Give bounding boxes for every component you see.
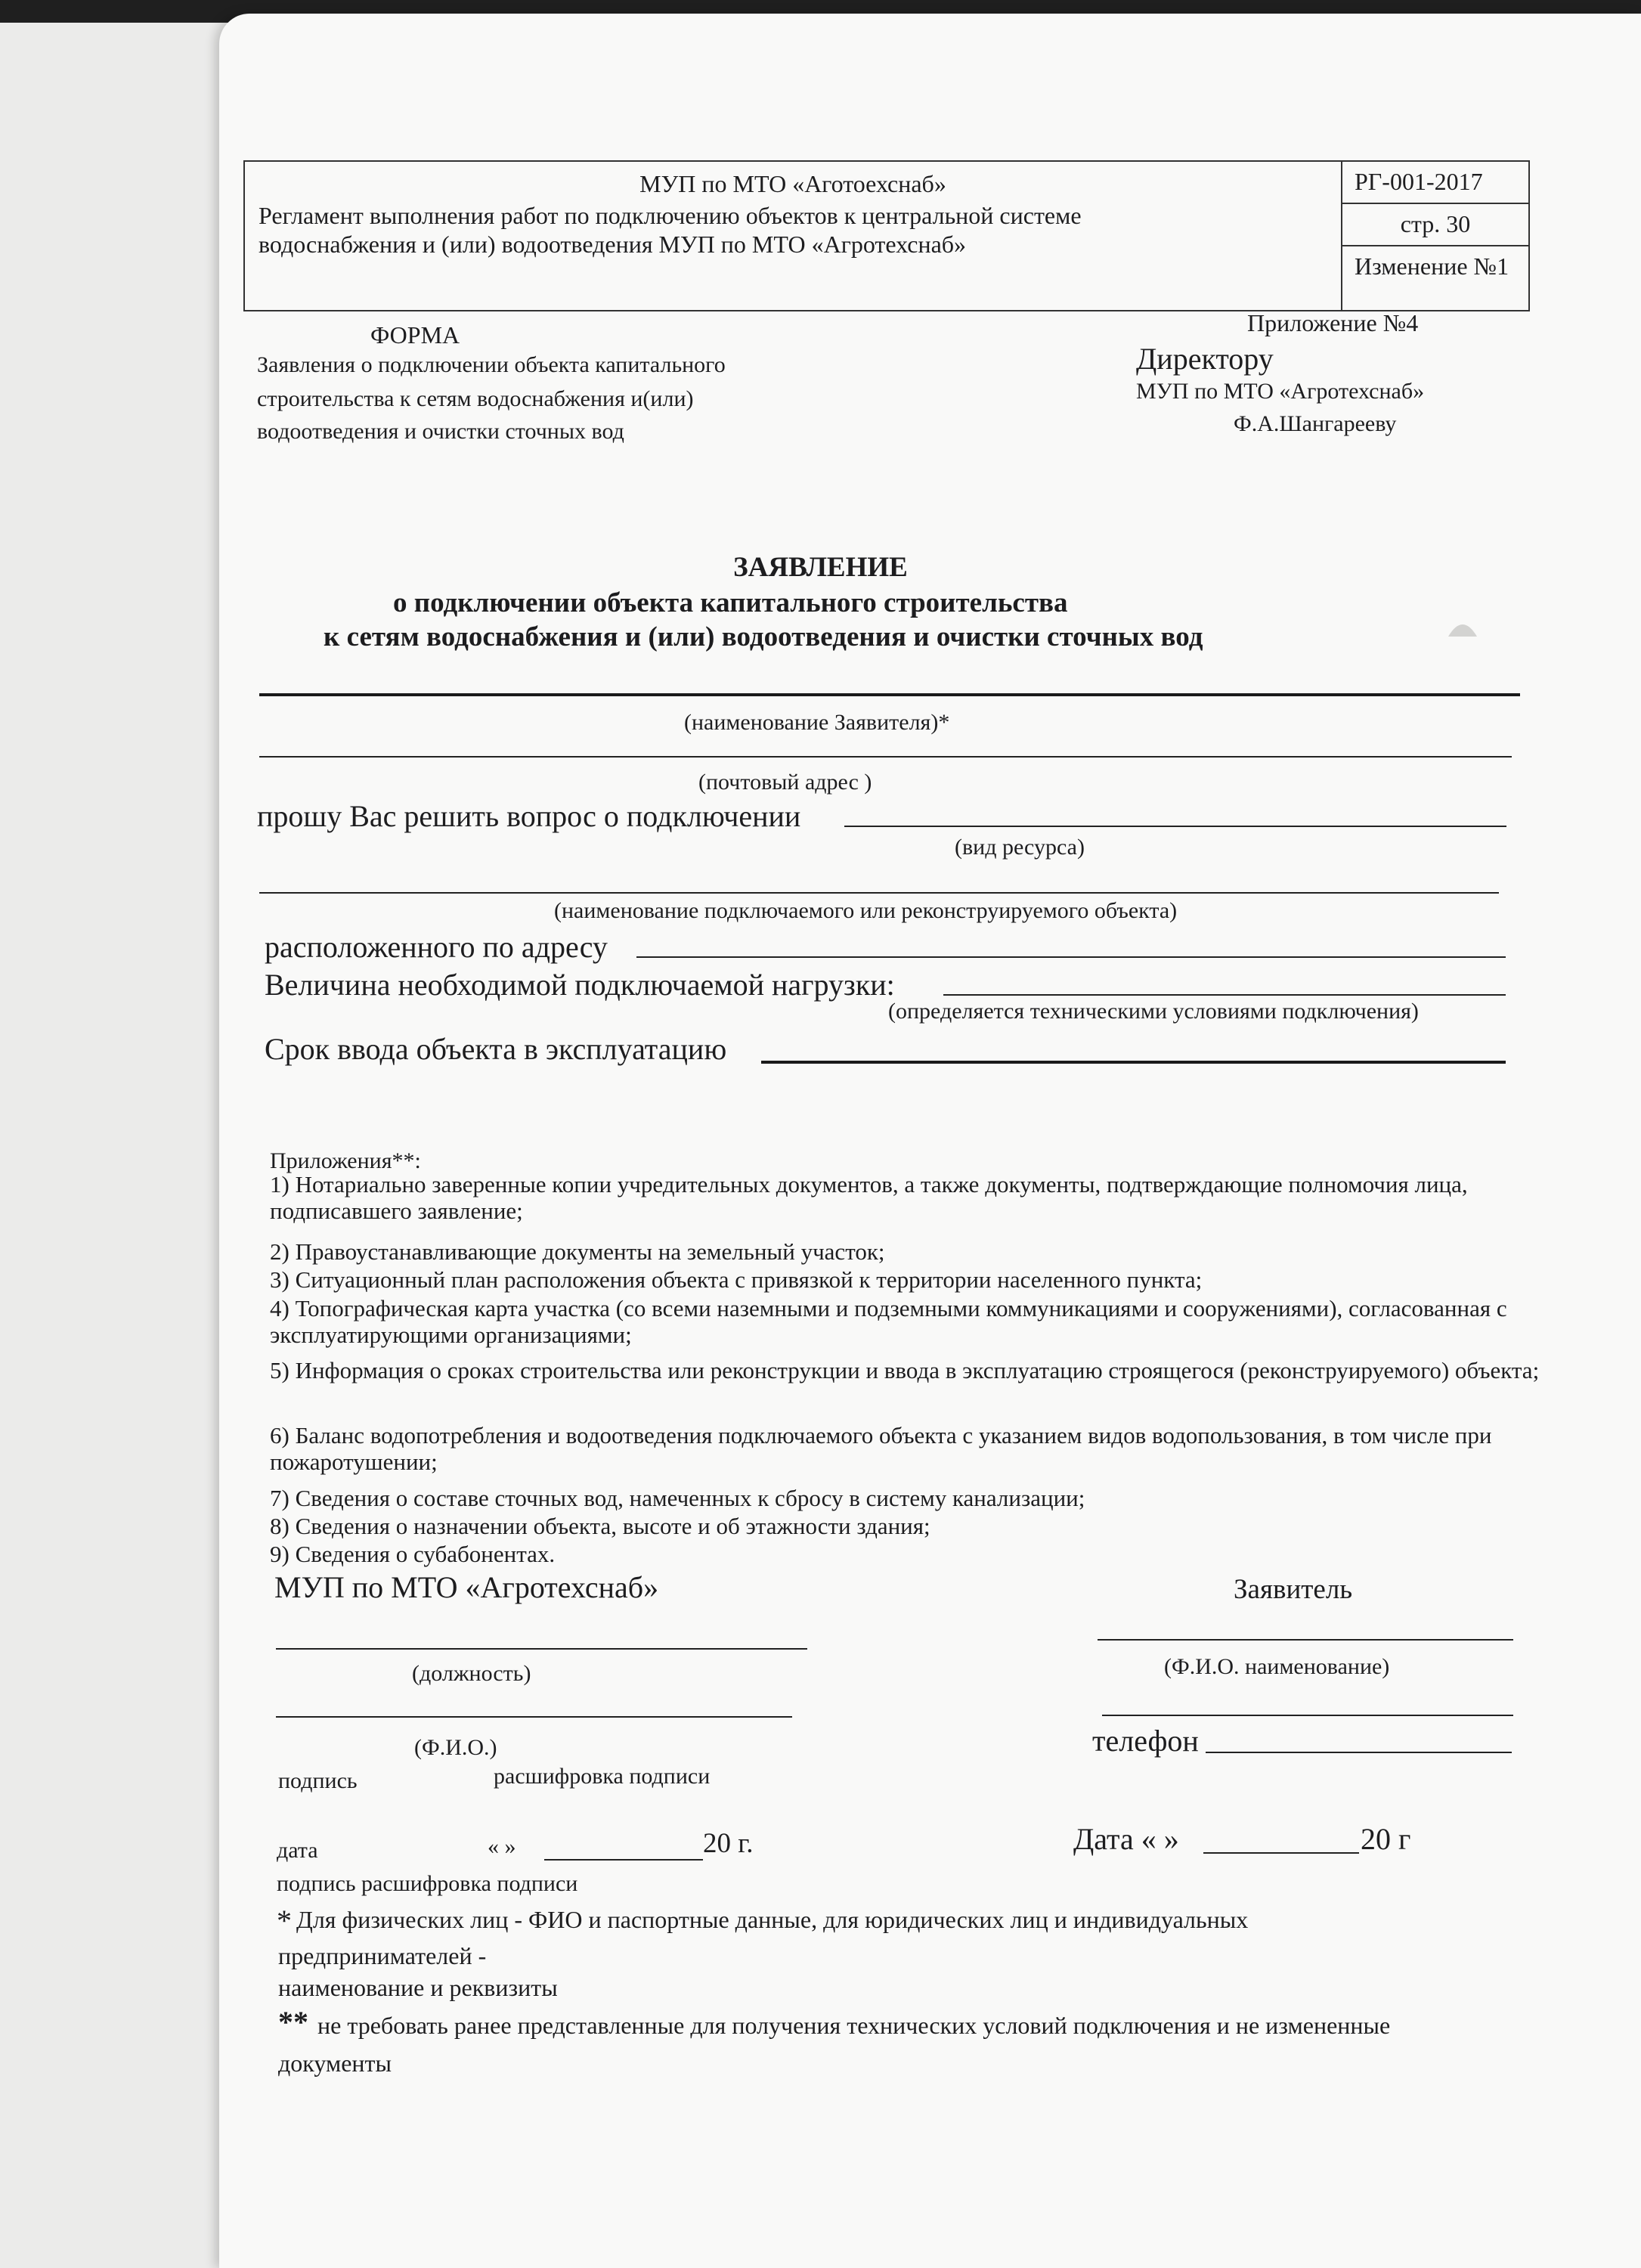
date-right-year: 20 г xyxy=(1361,1822,1411,1856)
footnote-star1-line2: предпринимателей - xyxy=(278,1942,487,1969)
applicant-caption: (наименование Заявителя)* xyxy=(684,710,950,735)
date-left-year: 20 г. xyxy=(703,1828,754,1859)
load-line xyxy=(943,994,1506,996)
date-right-line xyxy=(1203,1852,1359,1854)
term-label: Срок ввода объекта в эксплуатацию xyxy=(265,1032,727,1066)
doc-page: стр. 30 xyxy=(1342,204,1528,246)
attachment-2: 2) Правоустанавливающие документы на земельный участок; xyxy=(270,1238,885,1265)
header-left-cell xyxy=(245,162,1342,310)
form-desc-line2: строительства к сетям водоснабжения и(или) xyxy=(257,386,694,411)
appendix-number: Приложение №4 xyxy=(1247,309,1419,336)
footnote-star2-mark: ** xyxy=(278,2005,308,2039)
header-org: МУП по МТО «Аготоехснаб» xyxy=(639,170,946,197)
phone-line xyxy=(1206,1752,1512,1753)
doc-change: Изменение №1 xyxy=(1355,253,1509,280)
applicant-fio-caption: (Ф.И.О. наименование) xyxy=(1164,1654,1390,1679)
address-caption: (почтовый адрес ) xyxy=(698,770,872,795)
addressee-line1: Директору xyxy=(1136,342,1274,376)
header-table xyxy=(243,160,1530,311)
footnote-star2-line1: не требовать ранее представленные для получения технических условий подключения и не измененные xyxy=(317,2012,1391,2039)
form-desc-line1: Заявления о подключении объекта капитального xyxy=(257,352,726,377)
attachment-3: 3) Ситуационный план расположения объекта с привязкой к территории населенного пункта; xyxy=(270,1266,1203,1293)
phone-label: телефон xyxy=(1092,1724,1199,1758)
forma-label: ФОРМА xyxy=(370,321,460,349)
podpis-rasshifrovka: подпись расшифровка подписи xyxy=(277,1871,578,1896)
addressee-line3: Ф.А.Шангарееву xyxy=(1234,411,1397,436)
footnote-star1-mark: * xyxy=(277,1904,292,1938)
footnote-star1-line3: наименование и реквизиты xyxy=(278,1974,558,2001)
attachment-8: 8) Сведения о назначении объекта, высоте и об этажности здания; xyxy=(270,1513,930,1539)
resource-caption: (вид ресурса) xyxy=(955,835,1085,860)
address-line xyxy=(259,756,1512,758)
object-caption: (наименование подключаемого или реконструируемого объекта) xyxy=(554,898,1178,923)
applicant-label: Заявитель xyxy=(1234,1574,1353,1605)
title-sub2: к сетям водоснабжения и (или) водоотведения и очистки сточных вод xyxy=(324,621,1203,652)
located-label: расположенного по адресу xyxy=(265,930,608,964)
form-desc-line3: водоотведения и очистки сточных вод xyxy=(257,419,624,444)
applicant-extra-line xyxy=(1102,1715,1513,1716)
document-title: ЗАЯВЛЕНИЕ xyxy=(733,552,908,583)
applicant-line xyxy=(259,693,1520,696)
header-right-cell xyxy=(1342,162,1528,310)
attachment-5: 5) Информация о сроках строительства или реконструкции и ввода в эксплуатацию строящегося (реконструируемого) объекта; xyxy=(270,1357,1540,1383)
fio-caption: (Ф.И.О.) xyxy=(414,1735,497,1760)
resource-line xyxy=(844,826,1506,827)
attachments-heading: Приложения**: xyxy=(270,1148,421,1173)
page-mark-icon xyxy=(1444,612,1482,643)
addressee-line2: МУП по МТО «Агротехснаб» xyxy=(1136,379,1425,404)
scan-back-page xyxy=(0,23,249,2268)
footnote-star1-line1: Для физических лиц - ФИО и паспортные данные, для юридических лиц и индивидуальных xyxy=(296,1906,1249,1933)
header-reglament-line2: водоснабжения и (или) водоотведения МУП по МТО «Агротехснаб» xyxy=(259,231,967,258)
attachment-7: 7) Сведения о составе сточных вод, намеченных к сбросу в систему канализации; xyxy=(270,1485,1085,1511)
applicant-line-right xyxy=(1098,1639,1513,1641)
footnote-star2-line2: документы xyxy=(278,2050,392,2077)
load-caption: (определяется техническими условиями подключения) xyxy=(888,999,1419,1024)
doc-code: РГ-001-2017 xyxy=(1342,162,1528,204)
request-label: прошу Вас решить вопрос о подключении xyxy=(257,799,801,833)
date-label: дата xyxy=(277,1838,318,1863)
header-reglament-line1: Регламент выполнения работ по подключению объектов к центральной системе xyxy=(259,202,1082,229)
position-caption: (должность) xyxy=(412,1661,531,1686)
attachment-6: 6) Баланс водопотребления и водоотведения подключаемого объекта с указанием видов водопользования, в том числе при пожаротушении; xyxy=(270,1422,1492,1475)
attachment-9: 9) Сведения о субабонентах. xyxy=(270,1541,556,1567)
load-label: Величина необходимой подключаемой нагрузки: xyxy=(265,968,895,1002)
date-left-open: « » xyxy=(488,1834,516,1859)
attachment-4: 4) Топографическая карта участка (со всеми наземными и подземными коммуникациями и сооружениями), согласованная с эксплуатирующими организациями; xyxy=(270,1295,1507,1348)
podpis-label: подпись xyxy=(278,1768,358,1793)
position-line xyxy=(276,1648,807,1650)
object-line xyxy=(259,892,1499,894)
attachment-1: 1) Нотариально заверенные копии учредительных документов, а также документы, подтверждающие полномочия лица, подписавшего заявление; xyxy=(270,1171,1468,1224)
fio-line xyxy=(276,1716,792,1718)
located-line xyxy=(636,956,1506,958)
date-left-line xyxy=(544,1859,703,1861)
date-right-label: Дата « » xyxy=(1073,1822,1179,1856)
term-line xyxy=(761,1061,1506,1064)
sign-org: МУП по МТО «Агротехснаб» xyxy=(274,1570,659,1604)
rasshifrovka-label: расшифровка подписи xyxy=(494,1764,711,1789)
title-sub1: о подключении объекта капитального строительства xyxy=(393,587,1068,618)
